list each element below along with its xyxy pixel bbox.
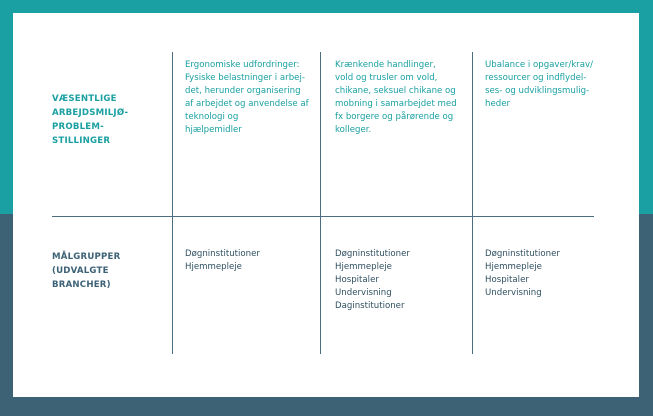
targets-harassment: Døgninstitutioner Hjemmepleje Hospitaler Undervisning Daginstitutioner bbox=[335, 249, 410, 311]
row-label-targets: MÅLGRUPPER (UDVALGTE BRANCHER) bbox=[52, 252, 121, 290]
row-label-problems: VÆSENTLIGE ARBEJDSMILJØ- PROBLEM- STILLINGER bbox=[52, 94, 129, 146]
targets-ergonomics: Døgninstitutioner Hjemmepleje bbox=[185, 249, 260, 272]
column-divider-3 bbox=[472, 52, 473, 354]
problem-harassment: Krænkende handlinger, vold og trusler om vold, chikane, seksuel chikane og mobning i samarbejdet med fx borgere og pårørende og kolleger. bbox=[335, 60, 457, 135]
problem-ergonomics: Ergonomiske udfordringer: Fysiske belastninger i arbej- det, herunder organisering af arbejdet og anvendelse af teknologi og hjælpemidler bbox=[185, 60, 309, 135]
column-divider-1 bbox=[172, 52, 173, 354]
row-divider bbox=[52, 216, 594, 217]
problem-imbalance: Ubalance i opgaver/krav/ ressourcer og indflydel- ses- og udviklingsmulig- heder bbox=[485, 60, 593, 109]
targets-imbalance: Døgninstitutioner Hjemmepleje Hospitaler Undervisning bbox=[485, 249, 560, 298]
